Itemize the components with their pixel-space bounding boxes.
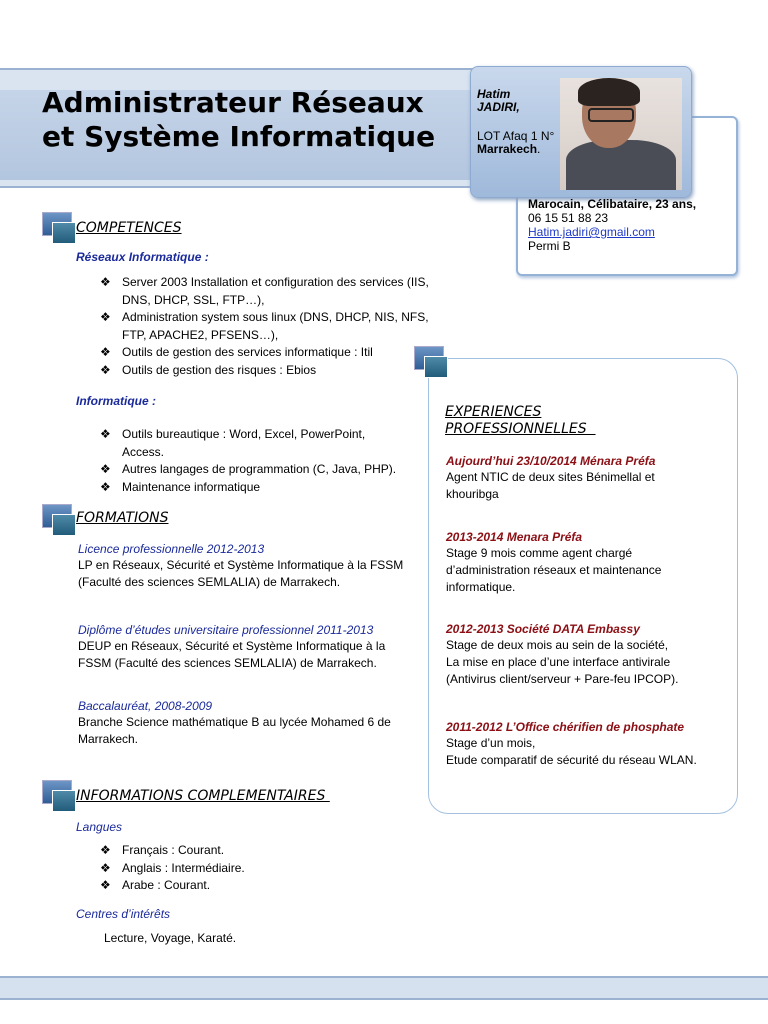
competences-it-list <box>100 426 400 496</box>
profile-photo-hair <box>578 78 640 106</box>
footer-band <box>0 976 768 1000</box>
list-item: ❖ Outils de gestion des risques : Ebios <box>100 362 430 380</box>
list-item: ❖ Anglais : Intermédiaire. <box>100 860 400 878</box>
experience-desc-line: Stage d’un mois, <box>446 736 536 750</box>
experience-date: 2013-2014 Menara Préfa <box>446 530 583 544</box>
contact-first-name: Hatim <box>477 87 511 101</box>
experience-desc-line: khouribga <box>446 487 499 501</box>
interests-label: Centres d’intérêts <box>76 907 171 921</box>
contact-status: Marocain, Célibataire, 23 ans, <box>528 197 697 211</box>
experience-desc-line: d’administration réseaux et maintenance <box>446 563 662 577</box>
experience-date: Aujourd’hui 23/10/2014 Ménara Préfa <box>446 454 656 468</box>
contact-email-link[interactable]: Hatim.jadiri@gmail.com <box>528 225 655 239</box>
experience-desc-line: Stage 9 mois comme agent chargé <box>446 546 633 560</box>
competences-it-label: Informatique : <box>76 394 156 408</box>
contact-email-line <box>528 225 655 239</box>
experience-desc-line: informatique. <box>446 580 516 594</box>
formation-heading: Baccalauréat, 2008-2009 <box>78 699 213 713</box>
experience-desc-line: (Antivirus client/serveur + Pare-feu IPCOP). <box>446 672 679 686</box>
list-item: ❖ Autres langages de programmation (C, Java, PHP). <box>100 461 400 479</box>
list-item: ❖ Maintenance informatique <box>100 479 400 497</box>
experience-desc-line: Etude comparatif de sécurité du réseau WLAN. <box>446 753 697 767</box>
experiences-title-line2: PROFESSIONNELLES <box>445 421 596 437</box>
formations-section-icon <box>42 504 74 534</box>
page-title: Administrateur Réseaux et Système Informatique <box>42 86 436 153</box>
experience-desc-line: Agent NTIC de deux sites Bénimellal et <box>446 470 655 484</box>
competences-title: COMPETENCES <box>76 220 182 236</box>
formation-heading: Licence professionnelle 2012-2013 <box>78 542 265 556</box>
languages-label: Langues <box>76 820 123 834</box>
experience-date: 2011-2012 L’Office chérifien de phosphate <box>446 720 685 734</box>
profile-photo-shirt <box>566 140 676 190</box>
contact-city: Marrakech <box>477 142 538 156</box>
experience-desc <box>446 637 731 688</box>
formations-title: FORMATIONS <box>76 510 169 526</box>
experiences-section-icon <box>414 346 446 376</box>
list-item: ❖ Server 2003 Installation et configuration des services (IIS, DNS, DHCP, SSL, FTP…), <box>100 274 430 309</box>
experiences-title-line1: EXPERIENCES <box>445 404 542 420</box>
experience-desc <box>446 735 731 769</box>
competences-networks-label: Réseaux Informatique : <box>76 250 209 264</box>
competences-section-icon <box>42 212 74 242</box>
infos-title: INFORMATIONS COMPLEMENTAIRES <box>76 788 330 804</box>
contact-city-line <box>477 142 540 156</box>
experience-desc-line: La mise en place d’une interface antivirale <box>446 655 671 669</box>
profile-photo-glasses <box>588 108 634 122</box>
experience-desc-line: Stage de deux mois au sein de la société, <box>446 638 669 652</box>
competences-networks-list <box>100 274 430 379</box>
experience-desc <box>446 469 731 503</box>
contact-last-name: JADIRI, <box>477 100 520 114</box>
formation-heading: Diplôme d’études universitaire professionnel 2011-2013 <box>78 623 374 637</box>
contact-license: Permi B <box>528 239 571 253</box>
list-item: ❖ Administration system sous linux (DNS, DHCP, NIS, NFS, FTP, APACHE2, PFSENS…), <box>100 309 430 344</box>
list-item: ❖ Arabe : Courant. <box>100 877 400 895</box>
list-item: ❖ Français : Courant. <box>100 842 400 860</box>
list-item: ❖ Outils bureautique : Word, Excel, PowerPoint, Access. <box>100 426 400 461</box>
list-item: ❖ Outils de gestion des services informatique : Itil <box>100 344 430 362</box>
experience-date: 2012-2013 Société DATA Embassy <box>446 622 640 636</box>
infos-section-icon <box>42 780 74 810</box>
formation-text: Branche Science mathématique B au lycée Mohamed 6 de Marrakech. <box>78 715 391 746</box>
formation-text: DEUP en Réseaux, Sécurité et Système Informatique à la FSSM (Faculté des sciences SEMLALIA) de Marrakech. <box>78 639 386 670</box>
formation-text: LP en Réseaux, Sécurité et Système Informatique à la FSSM (Faculté des sciences SEMLALIA) de Marrakech. <box>78 558 404 589</box>
languages-list <box>100 842 400 895</box>
contact-city-suffix: . <box>537 142 541 156</box>
experience-desc <box>446 545 731 596</box>
contact-address: LOT Afaq 1 N° <box>477 129 555 143</box>
interests-text: Lecture, Voyage, Karaté. <box>104 931 237 945</box>
contact-phone: 06 15 51 88 23 <box>528 211 609 225</box>
